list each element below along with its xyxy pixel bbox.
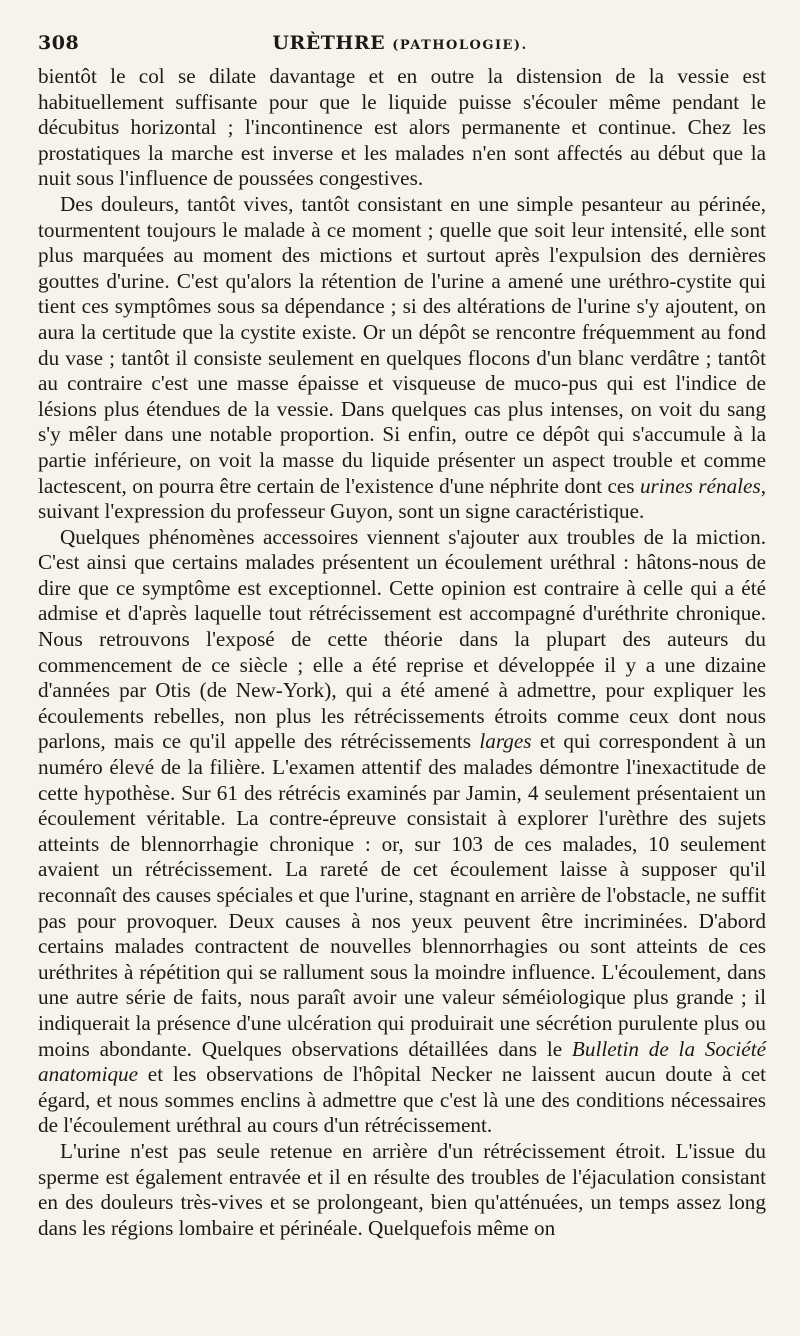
page-header [38, 24, 762, 64]
italic-text: larges [479, 729, 532, 754]
text-run: , suivant l'expression du professeur Guyon, sont un signe caractéristique. [38, 473, 766, 524]
page-number: 308 [38, 32, 80, 54]
running-head [38, 32, 762, 54]
text-run: L'urine n'est pas seule retenue en arrière d'un rétrécissement étroit. L'issue du sperme est également entravée et il en résulte des troubles de l'éjaculation consistant en des douleurs très-vives et se prolongeant, bien qu'atténuées, un temps assez long dans les régions lombaire et périnéale. Quelquefois même on [38, 1138, 766, 1240]
paragraph [38, 525, 766, 1139]
text-run: et qui correspondent à un numéro élevé de la filière. L'examen attentif des malades démontre l'inexactitude de cette hypothèse. Sur 61 des rétrécis examinés par Jamin, 4 seulement présentaient un écoulement véritable. La contre-épreuve consistait à explorer l'urèthre des sujets atteints de blennorrhagie chronique : or, sur 103 de ces malades, 10 seulement avaient un rétrécissement. La rareté de cet écoulement laisse à supposer qu'il reconnaît des causes spéciales et que l'urine, stagnant en arrière de l'obstacle, ne suffit pas pour provoquer. Deux causes à nos yeux peuvent être incriminées. D'abord certains malades contractent de nouvelles blennorrhagies ou sont atteints de ces uréthrites à répétition qui se rallument sous la moindre influence. L'écoulement, dans une autre série de faits, nous paraît avoir une valeur séméiologique plus grande ; il indiquerait la présence d'une ulcération qui produirait une sécrétion purulente plus ou moins abondante. Quelques observations détaillées dans le [38, 729, 766, 1061]
running-title: URÈTHRE [272, 32, 386, 54]
text-run: et les observations de l'hôpital Necker ne laissent aucun doute à cet égard, et nous sommes enclins à admettre que c'est là une des conditions nécessaires de l'écoulement uréthral au cours d'un rétrécissement. [38, 1062, 766, 1138]
text-run: bientôt le col se dilate davantage et en outre la distension de la vessie est habituellement suffisante pour que le liquide puisse s'écouler même pendant le décubitus horizontal ; l'incontinence est alors permanente et continue. Chez les prostatiques la marche est inverse et les malades n'en sont affectés au début que la nuit sous l'influence de poussées congestives. [38, 64, 766, 191]
paragraph [38, 1139, 766, 1241]
italic-text: Bulletin de la Société anatomique [38, 1036, 766, 1087]
body-text [38, 64, 766, 1241]
text-run: Quelques phénomènes accessoires viennent s'ajouter aux troubles de la miction. C'est ainsi que certains malades présentent un écoulement uréthral : hâtons-nous de dire que ce symptôme est exceptionnel. Cette opinion est contraire à celle qui a été admise et d'après laquelle tout rétrécissement est accompagné d'uréthrite chronique. Nous retrouvons l'exposé de cette théorie dans la plupart des auteurs du commencement de ce siècle ; elle a été reprise et développée il y a une dizaine d'années par Otis (de New-York), qui a été amené à admettre, pour expliquer les écoulements rebelles, non plus les rétrécissements étroits comme ceux dont nous parlons, mais ce qu'il appelle des rétrécissements [38, 524, 766, 754]
running-subtitle: (PATHOLOGIE). [392, 38, 528, 53]
paragraph [38, 192, 766, 525]
italic-text: urines rénales [639, 473, 761, 498]
paragraph [38, 64, 766, 192]
text-run: Des douleurs, tantôt vives, tantôt consistant en une simple pesanteur au périnée, tourmentent toujours le malade à ce moment ; quelle que soit leur intensité, elle sont plus marquées au moment des mictions et surtout après l'expulsion des dernières gouttes d'urine. C'est qu'alors la rétention de l'urine a amené une uréthro-cystite qui tient ces symptômes sous sa dépendance ; si des altérations de l'urine s'y ajoutent, on aura la certitude que la cystite existe. Or un dépôt se rencontre fréquemment au fond du vase ; tantôt il consiste seulement en quelques flocons d'un blanc verdâtre ; tantôt au contraire c'est une masse épaisse et visqueuse de muco-pus qui est l'indice de lésions plus étendues de la vessie. Dans quelques cas plus intenses, on voit du sang s'y mêler dans une notable proportion. Si enfin, outre ce dépôt qui s'accumule à la partie inférieure, on voit la masse du liquide présenter un aspect trouble et comme lactescent, on pourra être certain de l'existence d'une néphrite dont ces [38, 191, 766, 498]
